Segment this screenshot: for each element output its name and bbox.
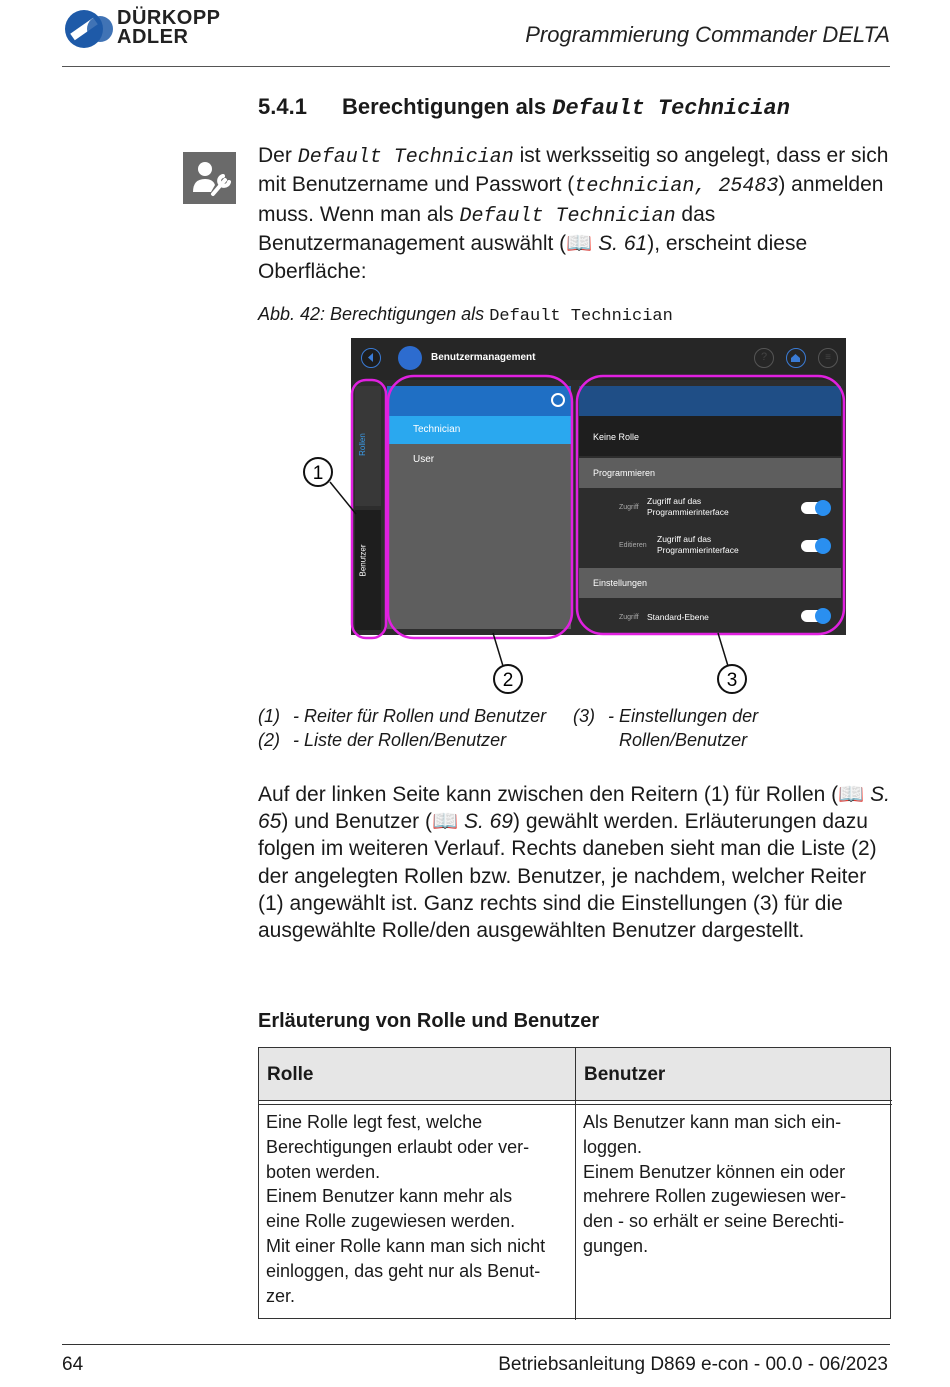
- caption-prefix: Abb. 42: Berechtigungen als: [258, 304, 485, 324]
- legend-text: - Reiter für Rollen und Benutzer: [293, 706, 547, 726]
- table-cell-line: boten werden.: [266, 1161, 381, 1182]
- section-title-code: Default Technician: [552, 96, 790, 121]
- intro-text-4: das Benutzermanagement auswählt (: [258, 202, 716, 256]
- intro-text-1: Der: [258, 144, 298, 167]
- screen-title: Benutzermanagement: [431, 352, 536, 363]
- logo-text-line2: ADLER: [117, 26, 189, 48]
- section-title-prefix: Berechtigungen als: [342, 94, 547, 119]
- figure-caption: [258, 304, 673, 326]
- book-icon: 📖: [431, 810, 459, 834]
- table-cell-line: eine Rolle zugewiesen werden.: [266, 1211, 516, 1232]
- callout-3-label: 3: [726, 670, 738, 691]
- table-cell-line: gungen.: [583, 1235, 649, 1256]
- intro-text-2: ist werksseitig so angelegt, dass er sich mit Benutzername und Passwort (: [258, 144, 889, 197]
- table-cell-line: Berechtigungen erlaubt oder ver-: [266, 1136, 530, 1157]
- table-cell-rolle: [259, 1108, 575, 1308]
- legend-item: [573, 730, 747, 751]
- table-cell-line: Einem Benutzer können ein oder: [583, 1161, 846, 1182]
- menu-icon[interactable]: ≡: [818, 348, 838, 368]
- table-cell-line: Als Benutzer kann man sich ein-: [583, 1112, 842, 1132]
- table-cell-line: mehrere Rollen zugewiesen wer-: [583, 1186, 847, 1207]
- callout-1-label: 1: [312, 463, 324, 484]
- settings-group-label: Programmieren: [593, 468, 656, 478]
- list-item-label: Technician: [413, 424, 461, 435]
- settings-row-tag: Zugriff: [619, 504, 639, 511]
- settings-no-role: Keine Rolle: [593, 432, 640, 442]
- settings-row-text: Zugriff auf das Programmierinterface: [657, 534, 739, 555]
- table-header-rolle: Rolle: [259, 1048, 575, 1100]
- settings-row-tag: Zugriff: [619, 614, 639, 621]
- table-cell-line: Einem Benutzer kann mehr als: [266, 1186, 513, 1207]
- book-icon: 📖: [566, 232, 593, 256]
- help-icon[interactable]: ?: [754, 348, 774, 368]
- list-item-label: User: [413, 454, 435, 465]
- body-text-3: ) gewählt werden. Erläuterungen dazu folgen im weiteren Verlauf. Rechts daneben sieht man die Liste (2) der angelegten Rollen bzw. Benutzer, je nachdem, welcher Reiter (1) angewählt ist. Ganz rechts sind die Einstellungen (3) für die ausgewählte Rolle/den ausgewählten Benutzer dargestellt.: [258, 810, 877, 943]
- legend-text: - Einstellungen der: [608, 706, 759, 726]
- settings-row-text: Zugriff auf das Programmierinterface: [647, 496, 729, 517]
- intro-code-3: Default Technician: [459, 204, 676, 228]
- caption-code: Default Technician: [489, 307, 673, 326]
- legend-text: - Liste der Rollen/Benutzer: [293, 730, 507, 750]
- explanation-table: [258, 1047, 891, 1319]
- callout-2-label: 2: [502, 670, 514, 691]
- settings-row-tag: Editieren: [619, 542, 647, 549]
- intro-text-3: ) anmelden muss. Wenn man als: [258, 173, 884, 226]
- table-cell-line: Mit einer Rolle kann man sich nicht: [266, 1235, 546, 1256]
- body-page-ref[interactable]: S. 65: [258, 783, 890, 834]
- intro-code-2: technician, 25483: [574, 175, 779, 199]
- intro-paragraph: [258, 142, 892, 285]
- legend-num: (3): [573, 706, 595, 726]
- table-cell-benutzer: [576, 1108, 890, 1259]
- logo-text-line1: DÜRKOPP: [117, 7, 221, 29]
- user-gear-icon: [398, 346, 422, 370]
- highlight-tabs: [352, 380, 386, 638]
- legend-num: (2): [258, 730, 280, 750]
- technician-note-icon: [183, 152, 236, 204]
- settings-row-text: Standard-Ebene: [647, 612, 709, 622]
- legend-item: [258, 730, 506, 751]
- home-icon[interactable]: [786, 348, 806, 368]
- callout-overlay: [290, 370, 870, 710]
- table-cell-line: den - so erhält er seine Berechti-: [583, 1211, 845, 1232]
- company-logo: [62, 8, 232, 50]
- table-cell-line: zer.: [266, 1285, 296, 1306]
- tab-benutzer-label: Benutzer: [358, 544, 368, 577]
- book-icon: 📖: [838, 783, 865, 806]
- table-header-benutzer: Benutzer: [576, 1048, 890, 1100]
- footer-divider: [62, 1344, 890, 1345]
- body-page-ref[interactable]: S. 69: [463, 810, 513, 834]
- back-icon[interactable]: [361, 348, 381, 368]
- body-paragraph: [258, 781, 892, 944]
- legend-item: [573, 706, 758, 727]
- table-cell-line: Eine Rolle legt fest, welche: [266, 1112, 483, 1132]
- legend-text: Rollen/Benutzer: [619, 730, 748, 750]
- settings-group-label: Einstellungen: [593, 578, 648, 588]
- intro-code-1: Default Technician: [297, 146, 514, 169]
- section-number: 5.4.1: [258, 94, 307, 119]
- highlight-settings: [577, 376, 844, 634]
- header-title: Programmierung Commander DELTA: [525, 22, 890, 47]
- table-cell-line: einloggen, das geht nur als Benut-: [266, 1260, 541, 1281]
- legend-item: [258, 706, 546, 727]
- highlight-list: [388, 376, 572, 638]
- body-text-2: ) und Benutzer (: [281, 810, 432, 834]
- tab-rollen-label: Rollen: [357, 433, 367, 456]
- table-title: Erläuterung von Rolle und Benutzer: [258, 1010, 600, 1032]
- legend-num: (1): [258, 706, 280, 726]
- intro-text-5: ), erscheint diese Oberfläche:: [258, 232, 808, 283]
- body-text-1: Auf der linken Seite kann zwischen den Reitern (1) für Rollen (: [258, 783, 839, 806]
- table-cell-line: loggen.: [583, 1136, 643, 1157]
- page-number: 64: [62, 1354, 84, 1375]
- section-heading: [258, 94, 790, 121]
- intro-page-ref[interactable]: S. 61: [598, 232, 648, 256]
- footer-doc-info: Betriebsanleitung D869 e-con - 00.0 - 06/2023: [498, 1354, 888, 1375]
- header-divider: [62, 66, 890, 67]
